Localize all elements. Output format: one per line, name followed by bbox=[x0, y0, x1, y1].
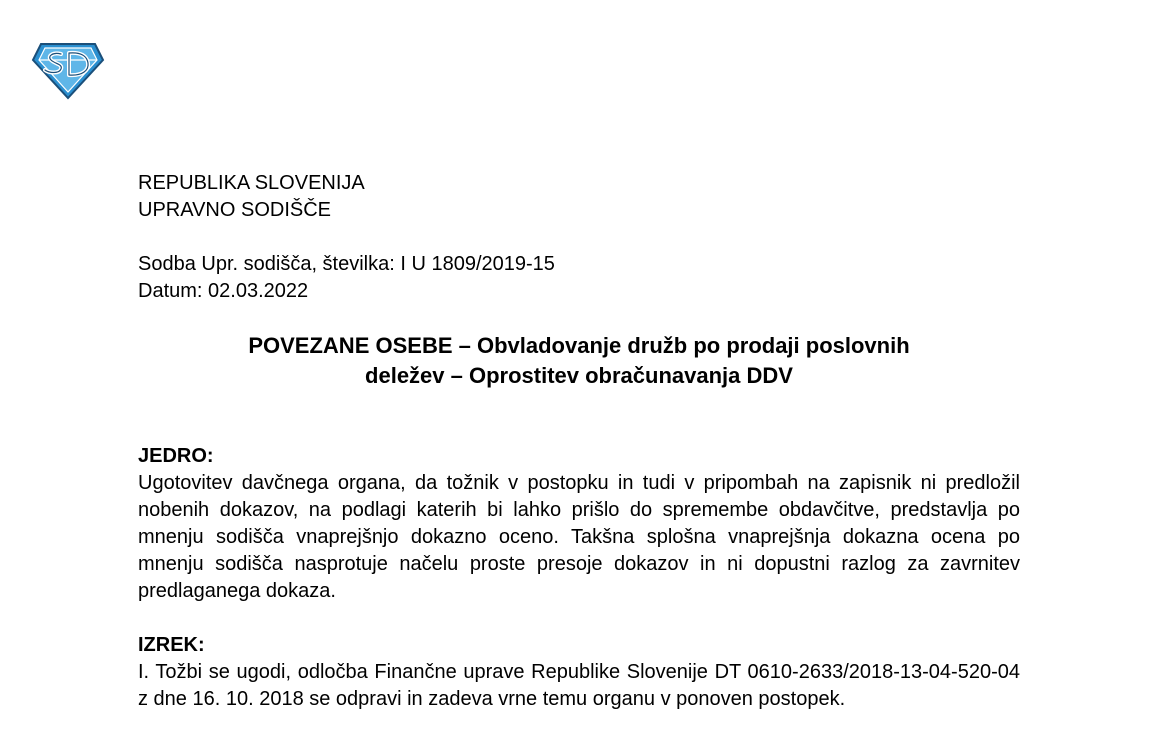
izrek-text: I. Tožbi se ugodi, odločba Finančne uprave Republike Slovenije DT 0610-2633/2018-13-04-520-04 z dne 16. 10. 2018 se odpravi in zadeva vrne temu organu v ponoven postopek. bbox=[138, 661, 1020, 710]
document-title bbox=[138, 331, 1020, 391]
case-info bbox=[138, 251, 1020, 305]
jedro-heading: JEDRO: bbox=[138, 445, 214, 467]
sd-diamond-logo-icon bbox=[31, 42, 105, 100]
case-date: Datum: 02.03.2022 bbox=[138, 280, 309, 302]
title-line-2: deležev – Oprostitev obračunavanja DDV bbox=[365, 363, 793, 388]
izrek-section bbox=[138, 632, 1020, 713]
jedro-section bbox=[138, 443, 1020, 605]
case-reference: Sodba Upr. sodišča, številka: I U 1809/2019-15 bbox=[138, 253, 555, 275]
title-line-1: POVEZANE OSEBE – Obvladovanje družb po prodaji poslovnih bbox=[248, 333, 910, 358]
court-name: UPRAVNO SODIŠČE bbox=[138, 199, 331, 221]
document-body bbox=[138, 170, 1020, 713]
court-header bbox=[138, 170, 1020, 224]
jedro-text: Ugotovitev davčnega organa, da tožnik v postopku in tudi v pripombah na zapisnik ni predložil nobenih dokazov, na podlagi katerih bi lahko prišlo do spremembe obdavčitve, predstavlja po mnenju sodišča vnaprejšnjo dokazno oceno. Takšna splošna vnaprejšnja dokazna ocena po mnenju sodišča nasprotuje načelu proste presoje dokazov in ni dopustni razlog za zavrnitev predlaganega dokaza. bbox=[138, 472, 1020, 602]
country-name: REPUBLIKA SLOVENIJA bbox=[138, 172, 365, 194]
izrek-heading: IZREK: bbox=[138, 634, 205, 656]
